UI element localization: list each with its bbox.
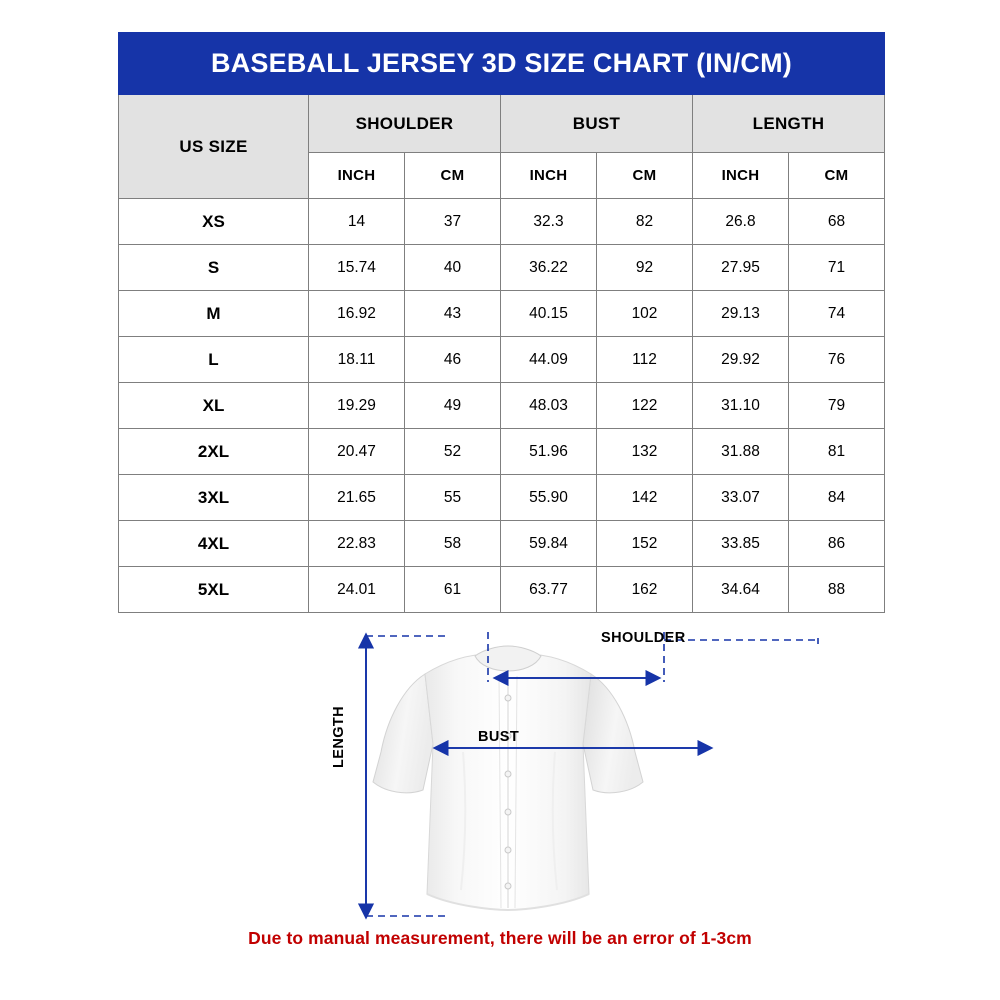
cell-shoulder-cm: 43 bbox=[405, 291, 501, 337]
cell-shoulder-cm: 55 bbox=[405, 475, 501, 521]
cell-shoulder-inch: 16.92 bbox=[309, 291, 405, 337]
cell-length-inch: 31.88 bbox=[693, 429, 789, 475]
cell-length-inch: 27.95 bbox=[693, 245, 789, 291]
cell-length-cm: 74 bbox=[789, 291, 885, 337]
cell-shoulder-cm: 52 bbox=[405, 429, 501, 475]
cell-length-inch: 33.07 bbox=[693, 475, 789, 521]
cell-length-inch: 26.8 bbox=[693, 199, 789, 245]
table-row bbox=[119, 567, 885, 613]
cell-size: M bbox=[119, 291, 309, 337]
cell-length-inch: 31.10 bbox=[693, 383, 789, 429]
unit-length-inch: INCH bbox=[693, 153, 789, 199]
cell-bust-inch: 59.84 bbox=[501, 521, 597, 567]
cell-bust-inch: 44.09 bbox=[501, 337, 597, 383]
cell-size: 2XL bbox=[119, 429, 309, 475]
cell-bust-inch: 40.15 bbox=[501, 291, 597, 337]
cell-bust-cm: 102 bbox=[597, 291, 693, 337]
unit-shoulder-inch: INCH bbox=[309, 153, 405, 199]
cell-size: 4XL bbox=[119, 521, 309, 567]
cell-shoulder-cm: 58 bbox=[405, 521, 501, 567]
cell-bust-cm: 162 bbox=[597, 567, 693, 613]
cell-shoulder-inch: 19.29 bbox=[309, 383, 405, 429]
cell-bust-inch: 51.96 bbox=[501, 429, 597, 475]
cell-bust-cm: 122 bbox=[597, 383, 693, 429]
cell-size: S bbox=[119, 245, 309, 291]
cell-shoulder-cm: 46 bbox=[405, 337, 501, 383]
cell-bust-cm: 132 bbox=[597, 429, 693, 475]
table-title-row bbox=[119, 33, 885, 95]
cell-bust-inch: 55.90 bbox=[501, 475, 597, 521]
unit-shoulder-cm: CM bbox=[405, 153, 501, 199]
cell-shoulder-cm: 61 bbox=[405, 567, 501, 613]
header-us-size: US SIZE bbox=[119, 95, 309, 199]
size-chart-table-wrap bbox=[118, 32, 884, 613]
table-row bbox=[119, 475, 885, 521]
header-shoulder: SHOULDER bbox=[309, 95, 501, 153]
header-length: LENGTH bbox=[693, 95, 885, 153]
cell-length-cm: 86 bbox=[789, 521, 885, 567]
cell-shoulder-inch: 22.83 bbox=[309, 521, 405, 567]
unit-bust-cm: CM bbox=[597, 153, 693, 199]
cell-length-cm: 76 bbox=[789, 337, 885, 383]
cell-length-inch: 29.92 bbox=[693, 337, 789, 383]
header-bust: BUST bbox=[501, 95, 693, 153]
cell-size: 3XL bbox=[119, 475, 309, 521]
cell-shoulder-inch: 21.65 bbox=[309, 475, 405, 521]
cell-length-inch: 29.13 bbox=[693, 291, 789, 337]
cell-shoulder-inch: 14 bbox=[309, 199, 405, 245]
cell-size: XL bbox=[119, 383, 309, 429]
table-row bbox=[119, 383, 885, 429]
cell-length-cm: 79 bbox=[789, 383, 885, 429]
measurement-illustration bbox=[118, 620, 884, 930]
measurement-disclaimer: Due to manual measurement, there will be an error of 1-3cm bbox=[248, 928, 752, 948]
table-row bbox=[119, 245, 885, 291]
table-row bbox=[119, 521, 885, 567]
cell-shoulder-inch: 20.47 bbox=[309, 429, 405, 475]
cell-length-cm: 84 bbox=[789, 475, 885, 521]
cell-size: L bbox=[119, 337, 309, 383]
cell-length-cm: 81 bbox=[789, 429, 885, 475]
cell-bust-cm: 152 bbox=[597, 521, 693, 567]
cell-bust-inch: 32.3 bbox=[501, 199, 597, 245]
cell-bust-inch: 63.77 bbox=[501, 567, 597, 613]
table-row bbox=[119, 291, 885, 337]
table-row bbox=[119, 199, 885, 245]
cell-bust-cm: 142 bbox=[597, 475, 693, 521]
cell-bust-cm: 112 bbox=[597, 337, 693, 383]
cell-bust-cm: 82 bbox=[597, 199, 693, 245]
page-title: BASEBALL JERSEY 3D SIZE CHART (IN/CM) bbox=[119, 33, 885, 95]
cell-size: 5XL bbox=[119, 567, 309, 613]
cell-length-inch: 33.85 bbox=[693, 521, 789, 567]
size-chart-table bbox=[118, 32, 885, 613]
unit-length-cm: CM bbox=[789, 153, 885, 199]
cell-bust-cm: 92 bbox=[597, 245, 693, 291]
cell-shoulder-cm: 40 bbox=[405, 245, 501, 291]
table-row bbox=[119, 337, 885, 383]
table-row bbox=[119, 429, 885, 475]
cell-length-cm: 88 bbox=[789, 567, 885, 613]
unit-bust-inch: INCH bbox=[501, 153, 597, 199]
shoulder-label: SHOULDER bbox=[601, 630, 686, 646]
bust-label: BUST bbox=[478, 729, 520, 745]
cell-shoulder-inch: 24.01 bbox=[309, 567, 405, 613]
cell-shoulder-cm: 49 bbox=[405, 383, 501, 429]
measurement-guides bbox=[118, 620, 884, 930]
cell-length-cm: 68 bbox=[789, 199, 885, 245]
cell-shoulder-inch: 18.11 bbox=[309, 337, 405, 383]
cell-length-cm: 71 bbox=[789, 245, 885, 291]
length-label: LENGTH bbox=[331, 705, 347, 768]
cell-shoulder-cm: 37 bbox=[405, 199, 501, 245]
table-group-header-row bbox=[119, 95, 885, 153]
cell-bust-inch: 48.03 bbox=[501, 383, 597, 429]
cell-shoulder-inch: 15.74 bbox=[309, 245, 405, 291]
cell-length-inch: 34.64 bbox=[693, 567, 789, 613]
cell-size: XS bbox=[119, 199, 309, 245]
cell-bust-inch: 36.22 bbox=[501, 245, 597, 291]
